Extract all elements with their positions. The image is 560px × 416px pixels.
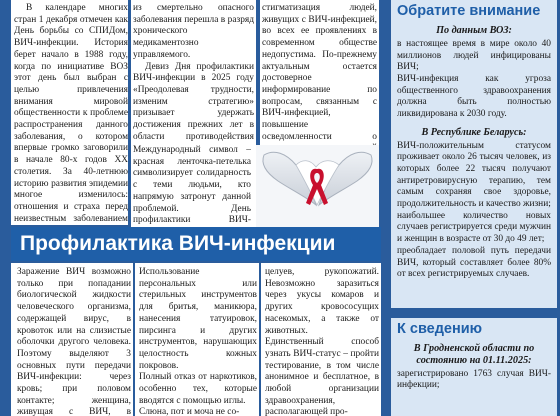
prevention-paragraph: целуев, рукопожатий. Невозможно заразиться через укусы комаров и других кровососущих насекомых, а также от животных. (265, 267, 379, 336)
hands-heart-ribbon-icon (256, 145, 379, 227)
info-box (391, 318, 557, 416)
section-heading (11, 227, 381, 261)
symbol-paragraph: Международный символ – красная ленточка-петелька символизирует солидарность с теми людьми, кто напрямую затронут данной проблемой. День профилактики ВИЧ- (133, 145, 251, 226)
prevention-column-1 (11, 263, 133, 416)
prevention-paragraph: Заражение ВИЧ возможно только при попадании биологической жидкости человеческого организма, содержащей вирус, в кровоток или на слизистые оболочки другого человека. Поэтому выделяют 3 основных пути передачи ВИЧ-инфекции: через кровь; при половом контакте; женщина, живущая с ВИЧ, в (17, 267, 131, 416)
prevention-column-2 (135, 263, 259, 416)
section-title: Профилактика ВИЧ-инфекции (20, 232, 336, 255)
grodno-subheading: В Гродненской области по состоянию на 01.11.2025: (413, 343, 535, 366)
symbol-text-column (133, 145, 251, 227)
red-ribbon-hands-illustration (256, 145, 379, 227)
prevention-paragraph: Полный отказ от наркотиков, особенно тех, которые вводятся с помощью иглы. (139, 372, 257, 406)
intro-paragraph: из смертельно опасного заболевания перешла в разряд хронического медикаментозно управляемого. (133, 3, 254, 60)
intro-paragraph: стигматизация людей, живущих с ВИЧ-инфекцией, во всех ее проявлениях в современном обществе недопустима. По-прежнему актуальным остается достоверное информирование по вопросам, связанным с ВИЧ-инфекцией, повышение осведомленности о (262, 3, 377, 142)
sidebar (383, 0, 560, 416)
prevention-paragraph: Единственный способ узнать ВИЧ-статус – пройти тестирование, в том числе анонимное и бесплатное, в любой организации здравоохранения, располагающей про- (265, 337, 379, 416)
grodno-fact: зарегистрировано 1763 случая ВИЧ-инфекции; (397, 368, 551, 391)
who-subheading: По данным ВОЗ: (436, 25, 512, 36)
intro-column-2 (131, 0, 256, 145)
who-fact: в настоящее время в мире около 40 миллионов людей инфицированы ВИЧ; (397, 38, 551, 73)
prevention-column-3 (261, 263, 381, 416)
intro-paragraph: В календаре многих стран 1 декабря отмечен как День борьбы со СПИДом, ВИЧ-инфекции. История берет начало в 1988 году, когда по инициативе ВОЗ этот день был выбран с целью привлечения внимания мировой общественности к проблеме распространения данного заболевания, о котором впервые громко заговорили в начале 80-х годов XX столетия. За 40-летнюю историю развития эпидемии многое изменилось: отношения и страха перед неизвестным заболеванием (14, 3, 128, 224)
motto-paragraph: Девиз Дня профилактики ВИЧ-инфекции в 2025 году «Преодолевая трудности, изменим стратегию» призывает удержать достижения прежних лет в области противодействия (133, 61, 254, 142)
attention-heading: Обратите внимание (397, 3, 541, 19)
prevention-paragraph: Использование персональных или стерильных инструментов для бритья, маникюра, нанесения татуировок, пирсинга и других инструментов, нарушающих целостность кожных покровов. (139, 267, 257, 371)
info-heading: К сведению (397, 321, 483, 337)
who-fact: ВИЧ-инфекция как угроза общественного здравоохранения должна быть полностью ликвидирована к 2030 году. (397, 73, 551, 120)
attention-box (391, 0, 557, 308)
intro-column-3 (260, 0, 379, 145)
belarus-fact: ВИЧ-положительным статусом проживает около 26 тысяч человек, из которых более 22 тысяч получают антиретровирусную терапию, тем самым сохраняя свое здоровье, продолжительность и качество жизни; (397, 140, 551, 210)
intro-column-1 (11, 0, 128, 225)
belarus-fact: наибольшее количество новых случаев регистрируется среди мужчин и женщин в возрасте от 30 до 49 лет; (397, 210, 551, 245)
belarus-subheading: В Республике Беларусь: (421, 126, 527, 138)
prevention-paragraph: Слюна, пот и моча не со- (139, 407, 240, 416)
belarus-fact: преобладает половой путь передачи ВИЧ, который составляет более 80% от всех регистрируемых случаев. (397, 245, 551, 280)
symbol-block (131, 145, 379, 227)
